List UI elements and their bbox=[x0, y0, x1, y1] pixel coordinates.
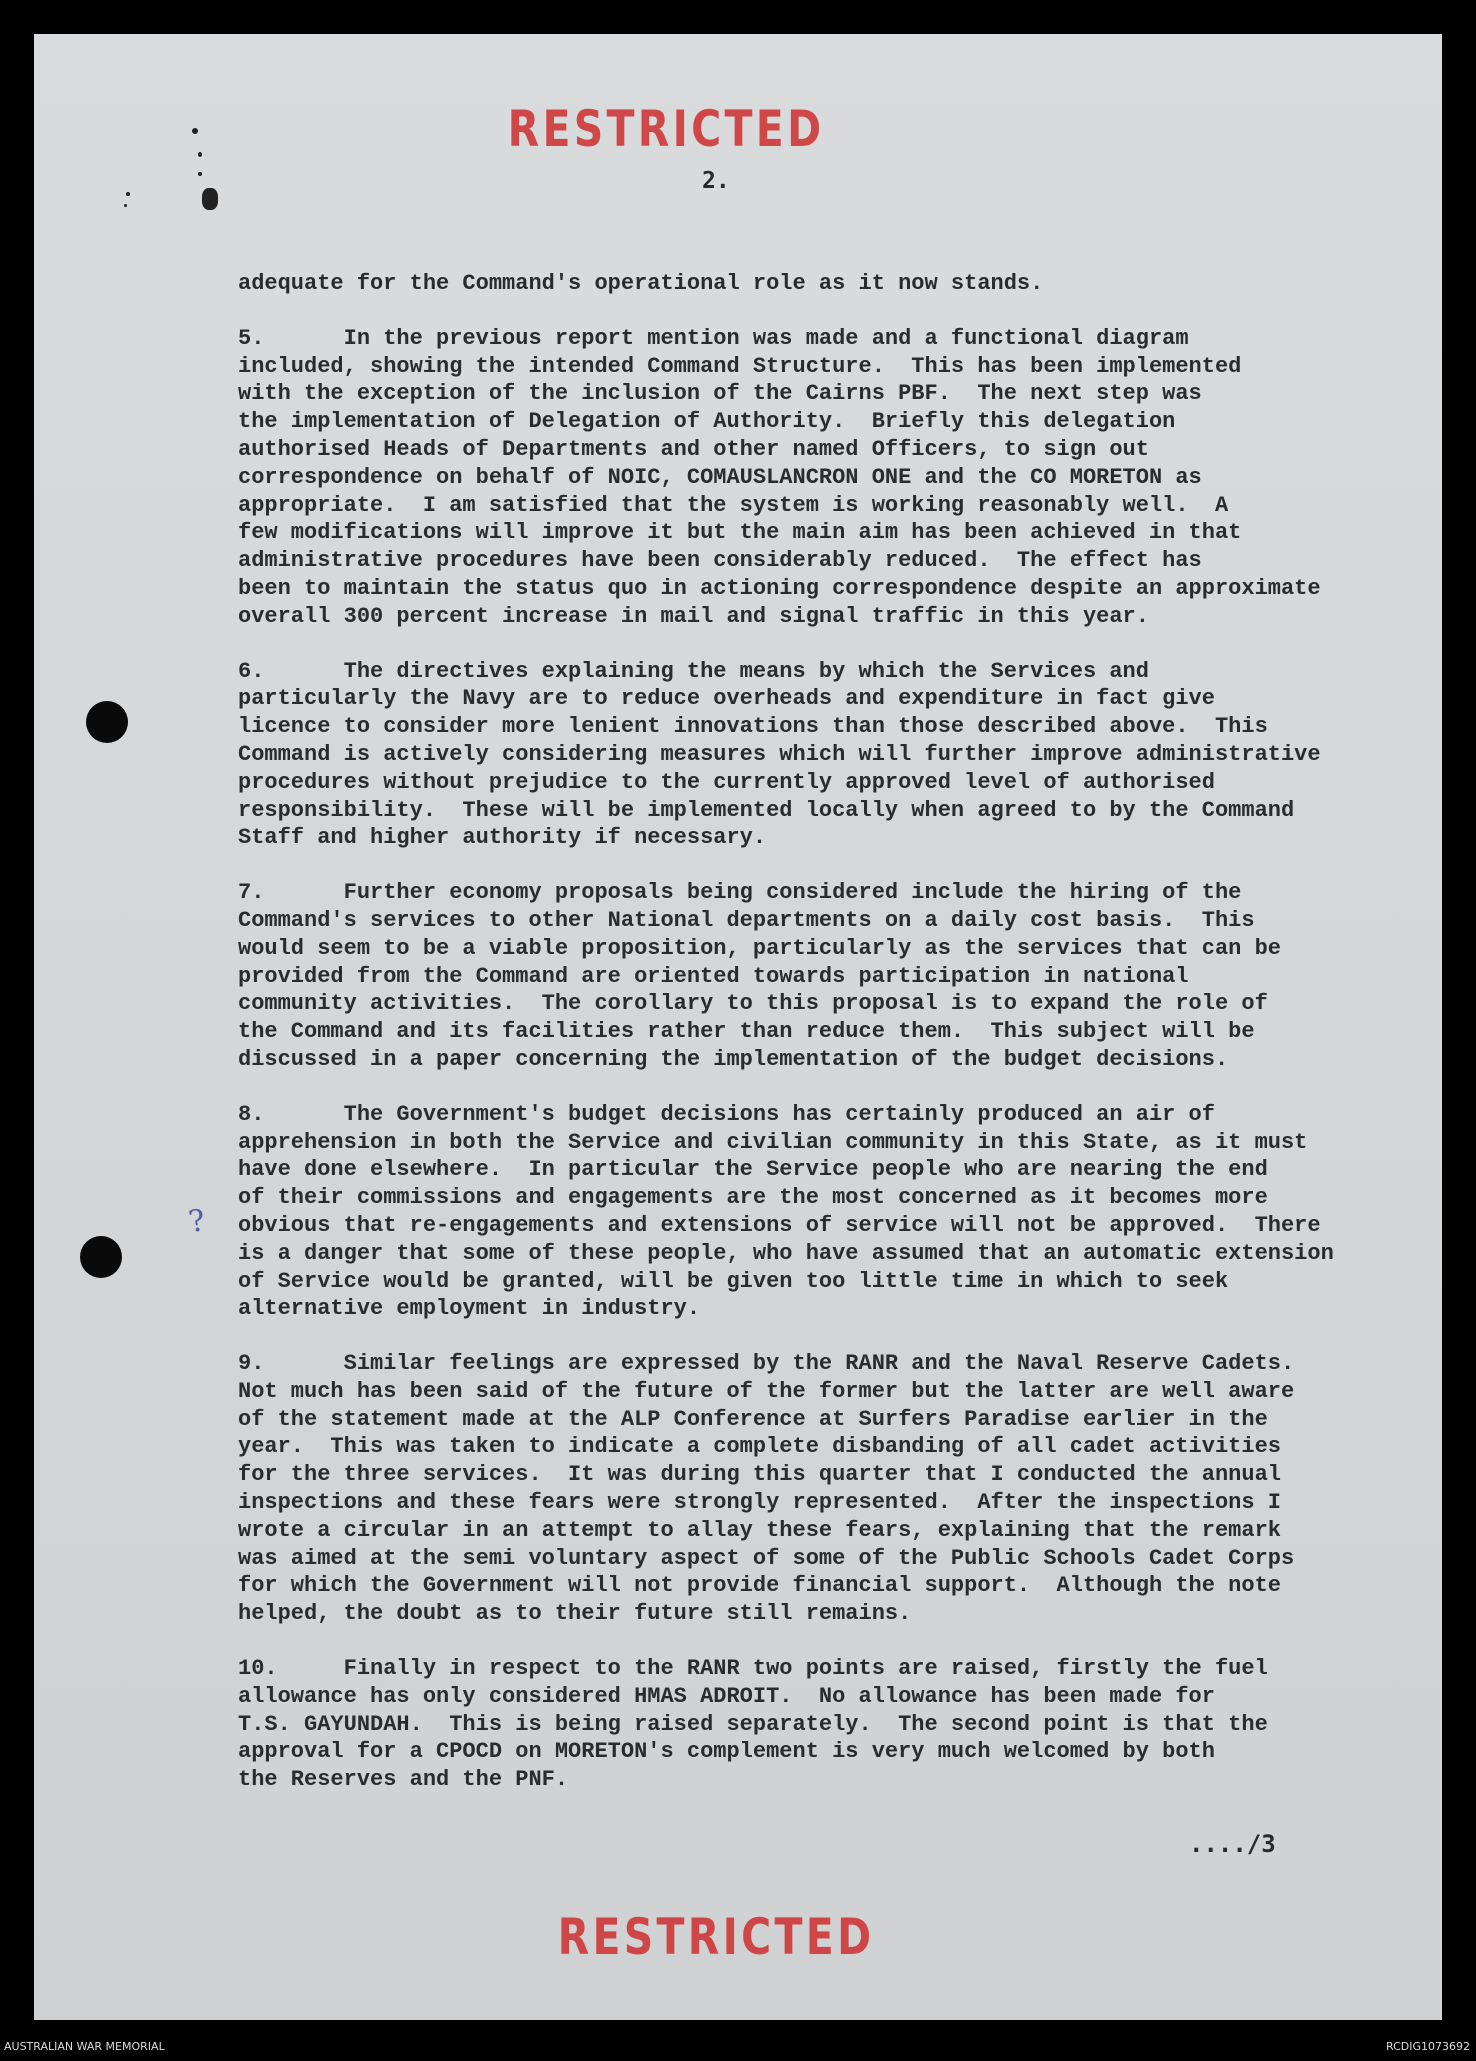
text-line: 10. Finally in respect to the RANR two points are raised, firstly the fuel bbox=[238, 1656, 1268, 1682]
punch-hole bbox=[80, 1236, 122, 1278]
memo-body bbox=[238, 270, 1438, 1794]
text-line: was aimed at the semi voluntary aspect of some of the Public Schools Cadet Corps bbox=[238, 1545, 1295, 1571]
text-line: discussed in a paper concerning the implementation of the budget decisions. bbox=[238, 1046, 1229, 1072]
restricted-stamp-top: RESTRICTED bbox=[507, 100, 825, 158]
text-line: obvious that re-engagements and extensions of service will not be approved. There bbox=[238, 1212, 1321, 1238]
text-line: inspections and these fears were strongly represented. After the inspections I bbox=[238, 1490, 1281, 1516]
text-line: adequate for the Command's operational role as it now stands. bbox=[238, 271, 1044, 296]
paragraph-p8 bbox=[238, 1101, 1438, 1323]
text-line: few modifications will improve it but the main aim has been achieved in that bbox=[238, 520, 1242, 546]
text-line: alternative employment in industry. bbox=[238, 1296, 701, 1322]
punch-hole bbox=[86, 701, 128, 743]
text-line: community activities. The corollary to this proposal is to expand the role of bbox=[238, 991, 1268, 1017]
text-line: responsibility. These will be implemented locally when agreed to by the Command bbox=[238, 797, 1295, 823]
text-line: the Reserves and the PNF. bbox=[238, 1767, 569, 1793]
archive-credit: AUSTRALIAN WAR MEMORIAL bbox=[4, 2040, 165, 2053]
document-page bbox=[34, 34, 1442, 2020]
restricted-stamp-bottom: RESTRICTED bbox=[557, 1908, 875, 1966]
text-line: Command's services to other National departments on a daily cost basis. This bbox=[238, 907, 1255, 933]
text-line: the Command and its facilities rather than reduce them. This subject will be bbox=[238, 1019, 1255, 1045]
text-line: 7. Further economy proposals being considered include the hiring of the bbox=[238, 880, 1242, 906]
text-line: year. This was taken to indicate a complete disbanding of all cadet activities bbox=[238, 1434, 1281, 1460]
text-line: for which the Government will not provide financial support. Although the note bbox=[238, 1573, 1281, 1599]
text-line: wrote a circular in an attempt to allay these fears, explaining that the remark bbox=[238, 1517, 1281, 1543]
text-line: allowance has only considered HMAS ADROIT. No allowance has been made for bbox=[238, 1683, 1215, 1709]
paragraph-p9 bbox=[238, 1350, 1438, 1628]
text-line: for the three services. It was during this quarter that I conducted the annual bbox=[238, 1462, 1281, 1488]
text-line: 9. Similar feelings are expressed by the RANR and the Naval Reserve Cadets. bbox=[238, 1351, 1295, 1377]
text-line: procedures without prejudice to the currently approved level of authorised bbox=[238, 769, 1215, 795]
continuation-marker: ..../3 bbox=[1189, 1830, 1276, 1858]
text-line: administrative procedures have been considerably reduced. The effect has bbox=[238, 548, 1202, 574]
page-number: 2. bbox=[702, 168, 730, 194]
text-line: approval for a CPOCD on MORETON's complement is very much welcomed by both bbox=[238, 1739, 1215, 1765]
text-line: with the exception of the inclusion of the Cairns PBF. The next step was bbox=[238, 381, 1202, 407]
text-line: T.S. GAYUNDAH. This is being raised separately. The second point is that the bbox=[238, 1711, 1268, 1737]
handwritten-question-mark: ? bbox=[186, 1202, 209, 1241]
paragraph-p6 bbox=[238, 658, 1438, 853]
archive-reference: RCDIG1073692 bbox=[1385, 2040, 1470, 2053]
text-line: Not much has been said of the future of the former but the latter are well aware bbox=[238, 1378, 1295, 1404]
paragraph-p5 bbox=[238, 325, 1438, 631]
paragraph-p0 bbox=[238, 270, 1438, 298]
text-line: been to maintain the status quo in actioning correspondence despite an approximate bbox=[238, 575, 1321, 601]
text-line: is a danger that some of these people, who have assumed that an automatic extension bbox=[238, 1240, 1334, 1266]
text-line: of Service would be granted, will be given too little time in which to seek bbox=[238, 1268, 1229, 1294]
text-line: particularly the Navy are to reduce overheads and expenditure in fact give bbox=[238, 686, 1215, 712]
text-line: correspondence on behalf of NOIC, COMAUSLANCRON ONE and the CO MORETON as bbox=[238, 464, 1202, 490]
paragraph-p10 bbox=[238, 1655, 1438, 1794]
text-line: licence to consider more lenient innovations than those described above. This bbox=[238, 714, 1268, 740]
text-line: of their commissions and engagements are the most concerned as it becomes more bbox=[238, 1185, 1268, 1211]
text-line: 6. The directives explaining the means by which the Services and bbox=[238, 658, 1149, 684]
paragraph-p7 bbox=[238, 879, 1438, 1074]
text-line: appropriate. I am satisfied that the system is working reasonably well. A bbox=[238, 492, 1229, 518]
text-line: included, showing the intended Command Structure. This has been implemented bbox=[238, 353, 1242, 379]
text-line: authorised Heads of Departments and other named Officers, to sign out bbox=[238, 436, 1149, 462]
text-line: overall 300 percent increase in mail and signal traffic in this year. bbox=[238, 603, 1149, 629]
text-line: helped, the doubt as to their future still remains. bbox=[238, 1601, 912, 1627]
text-line: apprehension in both the Service and civilian community in this State, as it must bbox=[238, 1129, 1308, 1155]
text-line: Command is actively considering measures which will further improve administrative bbox=[238, 741, 1321, 767]
text-line: 5. In the previous report mention was made and a functional diagram bbox=[238, 325, 1189, 351]
text-line: would seem to be a viable proposition, particularly as the services that can be bbox=[238, 935, 1281, 961]
text-line: have done elsewhere. In particular the Service people who are nearing the end bbox=[238, 1157, 1268, 1183]
text-line: the implementation of Delegation of Authority. Briefly this delegation bbox=[238, 409, 1176, 435]
text-line: 8. The Government's budget decisions has certainly produced an air of bbox=[238, 1101, 1215, 1127]
text-line: provided from the Command are oriented towards participation in national bbox=[238, 963, 1189, 989]
text-line: of the statement made at the ALP Conference at Surfers Paradise earlier in the bbox=[238, 1406, 1268, 1432]
text-line: Staff and higher authority if necessary. bbox=[238, 825, 767, 851]
